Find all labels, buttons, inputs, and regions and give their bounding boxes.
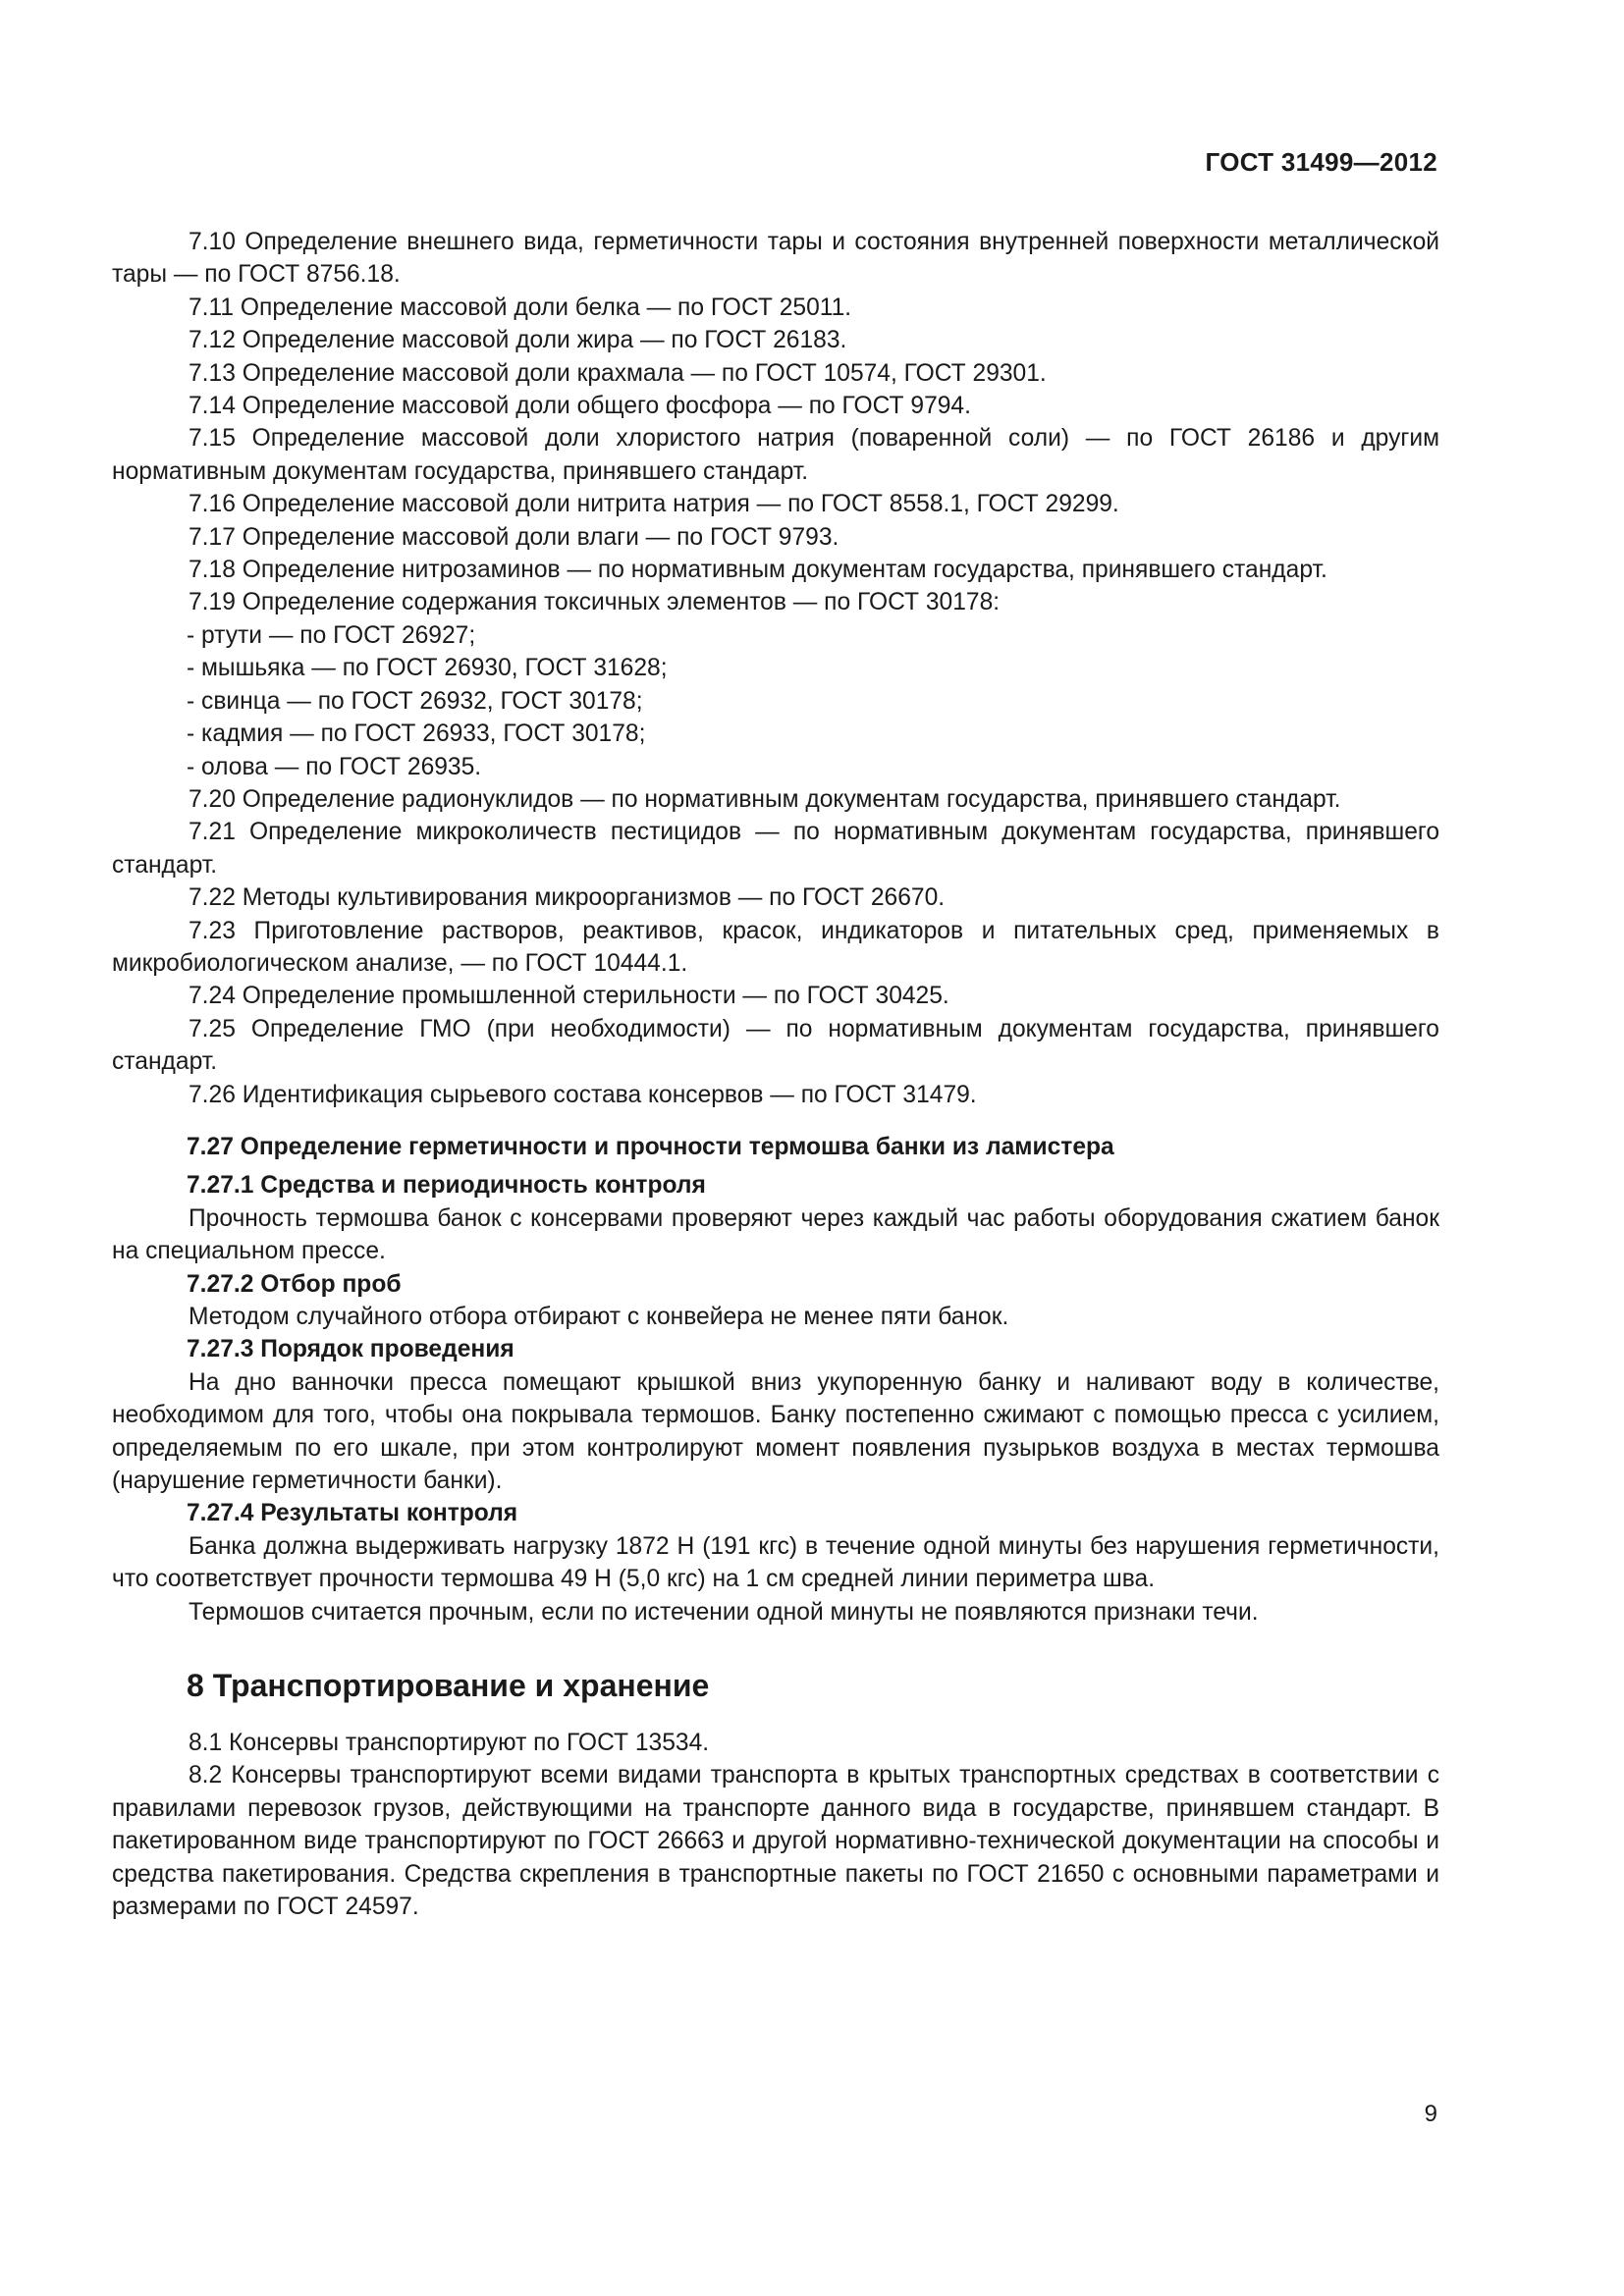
subsection-7-27-2-heading: 7.27.2 Отбор проб [187,1270,402,1298]
paragraph-7-17: 7.17 Определение массовой доли влаги — по ГОСТ 9793. [189,523,839,551]
paragraph-7-14: 7.14 Определение массовой доли общего фосфора — по ГОСТ 9794. [189,393,971,420]
document-body [112,226,1439,1924]
subsection-7-27-3-heading: 7.27.3 Порядок проведения [187,1336,514,1363]
paragraph-7-23: 7.23 Приготовление растворов, реактивов, красок, индикаторов и питательных сред, применяемых в микробиологическом анализе, — по ГОСТ 10444.1. [112,917,1439,977]
paragraph-7-26: 7.26 Идентификация сырьевого состава консервов — по ГОСТ 31479. [189,1081,977,1108]
paragraph-7-13: 7.13 Определение массовой доли крахмала — по ГОСТ 10574, ГОСТ 29301. [189,359,1047,387]
subsection-7-27-2-text: Методом случайного отбора отбирают с конвейера не менее пяти банок. [189,1304,1009,1330]
paragraph-7-10: 7.10 Определение внешнего вида, герметичности тары и состояния внутренней поверхности металлической тары — по ГОСТ 8756.18. [112,229,1439,289]
paragraph-7-22: 7.22 Методы культивирования микроорганизмов — по ГОСТ 26670. [189,884,946,912]
paragraph-7-12: 7.12 Определение массовой доли жира — по ГОСТ 26183. [189,327,847,354]
list-item-arsenic: - мышьяка — по ГОСТ 26930, ГОСТ 31628; [187,655,668,682]
subsection-7-27-4-heading: 7.27.4 Результаты контроля [187,1500,518,1527]
section-7-27-heading: 7.27 Определение герметичности и прочности термошва банки из ламистера [187,1133,1114,1160]
page-number: 9 [1424,2101,1437,2127]
subsection-7-27-4-text-2: Термошов считается прочным, если по истечении одной минуты не появляются признаки течи. [189,1598,1259,1626]
subsection-7-27-4-text-1: Банка должна выдерживать нагрузку 1872 Н (191 кгс) в течение одной минуты без нарушения герметичности, что соответствует прочности термошва 49 Н (5,0 кгс) на 1 см средней линии периметра шва. [112,1532,1439,1593]
paragraph-7-11: 7.11 Определение массовой доли белка — по ГОСТ 25011. [189,294,852,321]
subsection-7-27-1-text: Прочность термошва банок с консервами проверяют через каждый час работы оборудования сжатием банок на специальном прессе. [112,1204,1439,1265]
section-8-heading: 8 Транспортирование и хранение [187,1668,710,1704]
paragraph-7-15: 7.15 Определение массовой доли хлористого натрия (поваренной соли) — по ГОСТ 26186 и другим нормативным документам государства, принявшего стандарт. [112,425,1439,485]
list-item-tin: - олова — по ГОСТ 26935. [187,753,482,780]
paragraph-7-25: 7.25 Определение ГМО (при необходимости) — по нормативным документам государства, принявшего стандарт. [112,1015,1439,1076]
paragraph-8-1: 8.1 Консервы транспортируют по ГОСТ 13534. [189,1730,710,1757]
document-header: ГОСТ 31499—2012 [1205,147,1437,177]
subsection-7-27-1-heading: 7.27.1 Средства и периодичность контроля [187,1172,706,1200]
paragraph-7-21: 7.21 Определение микроколичеств пестицидов — по нормативным документам государства, принявшего стандарт. [112,819,1439,879]
paragraph-7-19: 7.19 Определение содержания токсичных элементов — по ГОСТ 30178: [189,589,1001,616]
paragraph-7-20: 7.20 Определение радионуклидов — по нормативным документам государства, принявшего стандарт. [189,785,1341,813]
paragraph-7-24: 7.24 Определение промышленной стерильности — по ГОСТ 30425. [189,983,949,1010]
subsection-7-27-3-text: На дно ванночки пресса помещают крышкой вниз укупоренную банку и наливают воду в количестве, необходимом для того, чтобы она покрывала термошов. Банку постепенно сжимают с помощью пресса с усилием, определяемым по его шкале, при этом контролируют момент появления пузырьков воздуха в местах термошва (нарушение герметичности банки). [112,1368,1439,1495]
list-item-mercury: - ртути — по ГОСТ 26927; [187,621,476,649]
list-item-lead: - свинца — по ГОСТ 26932, ГОСТ 30178; [187,687,643,715]
paragraph-8-2: 8.2 Консервы транспортируют всеми видами транспорта в крытых транспортных средствах в соответствии с правилами перевозок грузов, действующими на транспорте данного вида в государстве, принявшем стандарт. В пакетированном виде транспортируют по ГОСТ 26663 и другой нормативно-технической документации на способы и средства пакетирования. Средства скрепления в транспортные пакеты по ГОСТ 21650 с основными параметрами и размерами по ГОСТ 24597. [112,1762,1439,1921]
paragraph-7-16: 7.16 Определение массовой доли нитрита натрия — по ГОСТ 8558.1, ГОСТ 29299. [189,491,1119,518]
paragraph-7-18: 7.18 Определение нитрозаминов — по нормативным документам государства, принявшего стандарт. [189,557,1327,584]
list-item-cadmium: - кадмия — по ГОСТ 26933, ГОСТ 30178; [187,721,646,748]
